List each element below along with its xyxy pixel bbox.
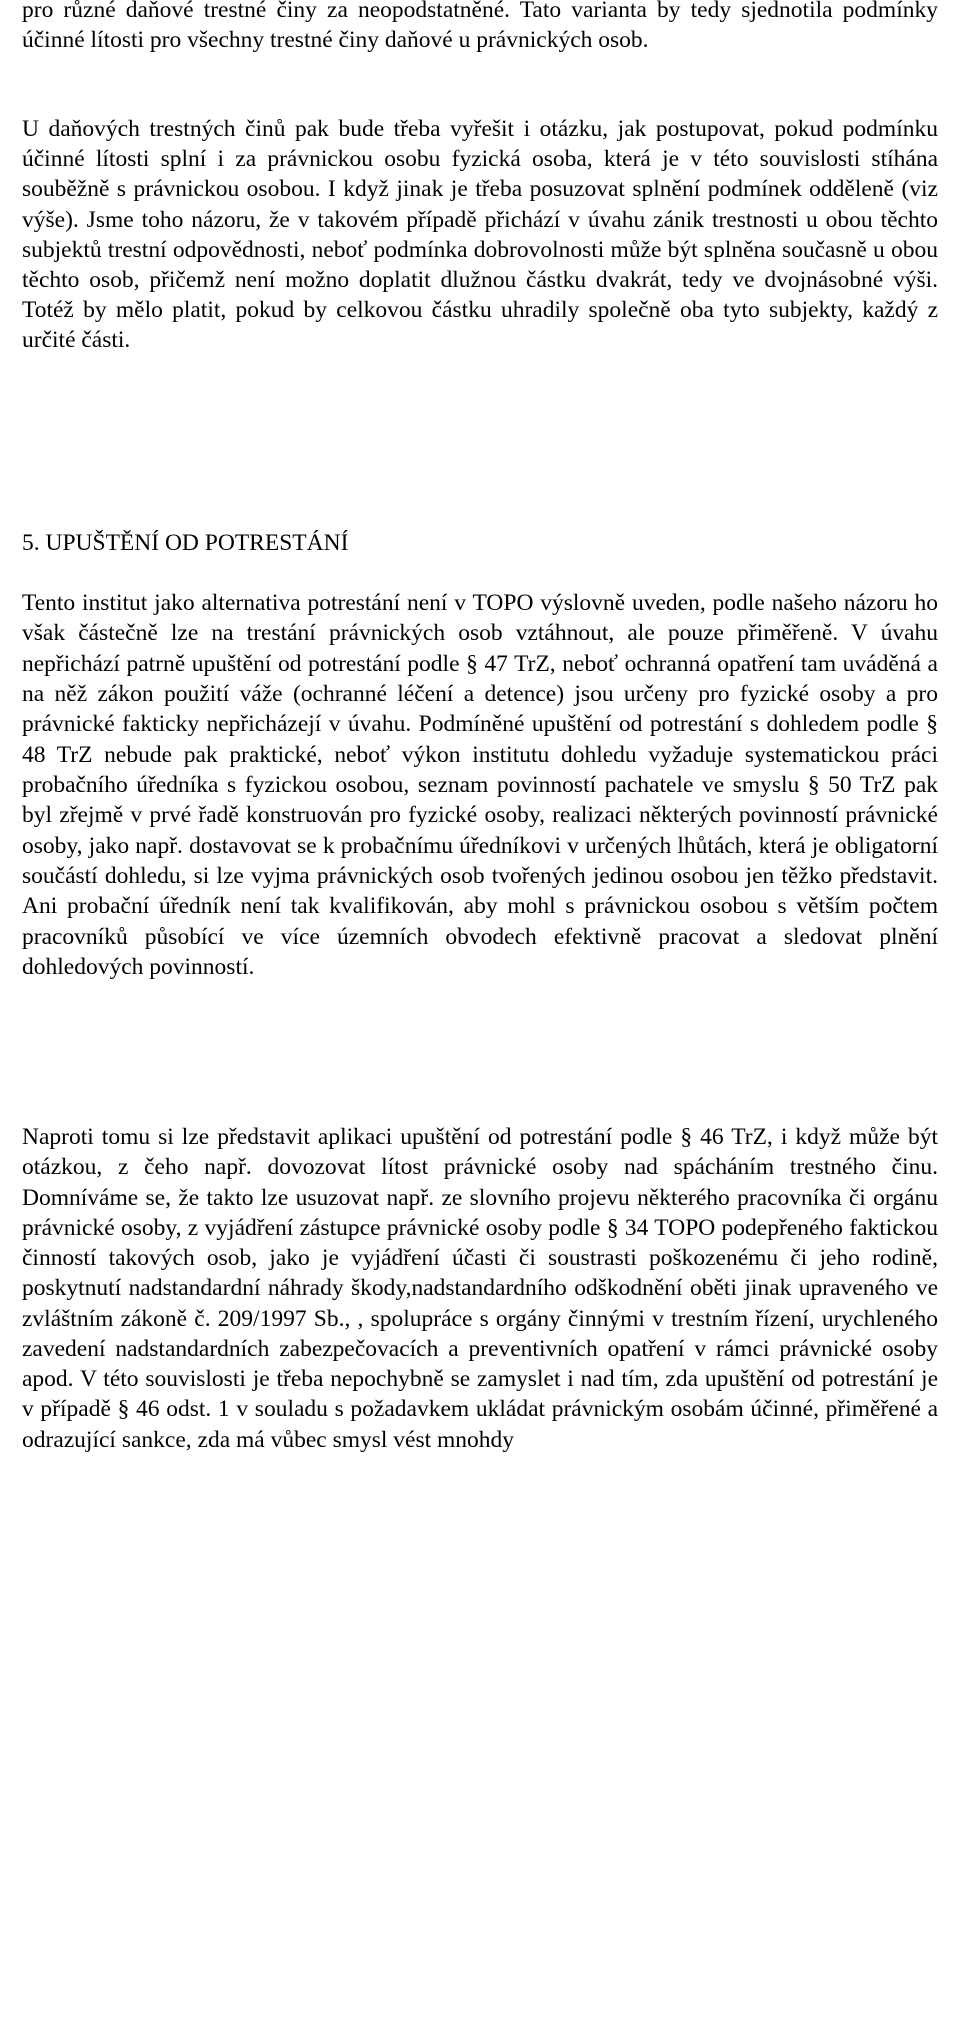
paragraph-3: Tento institut jako alternativa potrestání není v TOPO výslovně uveden, podle našeho názoru ho však částečně lze na trestání právnických osob vztáhnout, ale pouze přiměřeně. V úvahu nepřichází patrně upuštění od potrestání podle § 47 TrZ, neboť ochranná opatření tam uváděná a na něž zákon použití váže (ochranné léčení a detence) jsou určeny pro fyzické osoby a pro právnické fakticky nepřicházejí v úvahu. Podmíněné upuštění od potrestání s dohledem podle § 48 TrZ nebude pak praktické, neboť výkon institutu dohledu vyžaduje systematickou práci probačního úředníka s fyzickou osobou, seznam povinností pachatele ve smyslu § 50 TrZ pak byl zřejmě v prvé řadě konstruován pro fyzické osoby, realizaci některých povinností právnické osoby, jako např. dostavovat se k probačnímu úředníkovi v určených lhůtách, která je obligatorní součástí dohledu, si lze vyjma právnických osob tvořených jedinou osobou jen těžko představit. Ani probační úředník není tak kvalifikován, aby mohl s právnickou osobou s větším počtem pracovníků působící ve více územních obvodech efektivně pracovat a sledovat plnění dohledových povinností.: [22, 590, 938, 981]
paragraph-4: Naproti tomu si lze představit aplikaci upuštění od potrestání podle § 46 TrZ, i když může být otázkou, z čeho např. dovozovat lítost právnické osoby nad spácháním trestného činu. Domníváme se, že takto lze usuzovat např. ze slovního projevu některého pracovníka či orgánu právnické osoby, z vyjádření zástupce právnické osoby podle § 34 TOPO podepřeného faktickou činností takových osob, jako je vyjádření účasti či soustrasti poškozenému či jeho rodině, poskytnutí nadstandardní náhrady škody,nadstandardního odškodnění oběti jinak upraveného ve zvláštním zákoně č. 209/1997 Sb., , spolupráce s orgány činnými v trestním řízení, urychleného zavedení nadstandardních zabezpečovacích a preventivních opatření v rámci právnické osoby apod. V této souvislosti je třeba nepochybně se zamyslet i nad tím, zda upuštění od potrestání je v případě § 46 odst. 1 v souladu s požadavkem ukládat právnickým osobám účinné, přiměřené a odrazující sankce, zda má vůbec smysl vést mnohdy: [22, 1124, 938, 1453]
section-heading: 5. UPUŠTĚNÍ OD POTRESTÁNÍ: [22, 530, 349, 556]
paragraph-1: pro různé daňové trestné činy za neopodstatněné. Tato varianta by tedy sjednotila podmínky účinné lítosti pro všechny trestné činy daňové u právnických osob.: [22, 0, 938, 54]
paragraph-2: U daňových trestných činů pak bude třeba vyřešit i otázku, jak postupovat, pokud podmínku účinné lítosti splní i za právnickou osobu fyzická osoba, která je v této souvislosti stíhána souběžně s právnickou osobou. I když jinak je třeba posuzovat splnění podmínek odděleně (viz výše). Jsme toho názoru, že v takovém případě přichází v úvahu zánik trestnosti u obou těchto subjektů trestní odpovědnosti, neboť podmínka dobrovolnosti může být splněna současně u obou těchto osob, přičemž není možno doplatit dlužnou částku dvakrát, tedy ve dvojnásobné výši. Totéž by mělo platit, pokud by celkovou částku uhradily společně oba tyto subjekty, každý z určité části.: [22, 116, 938, 354]
